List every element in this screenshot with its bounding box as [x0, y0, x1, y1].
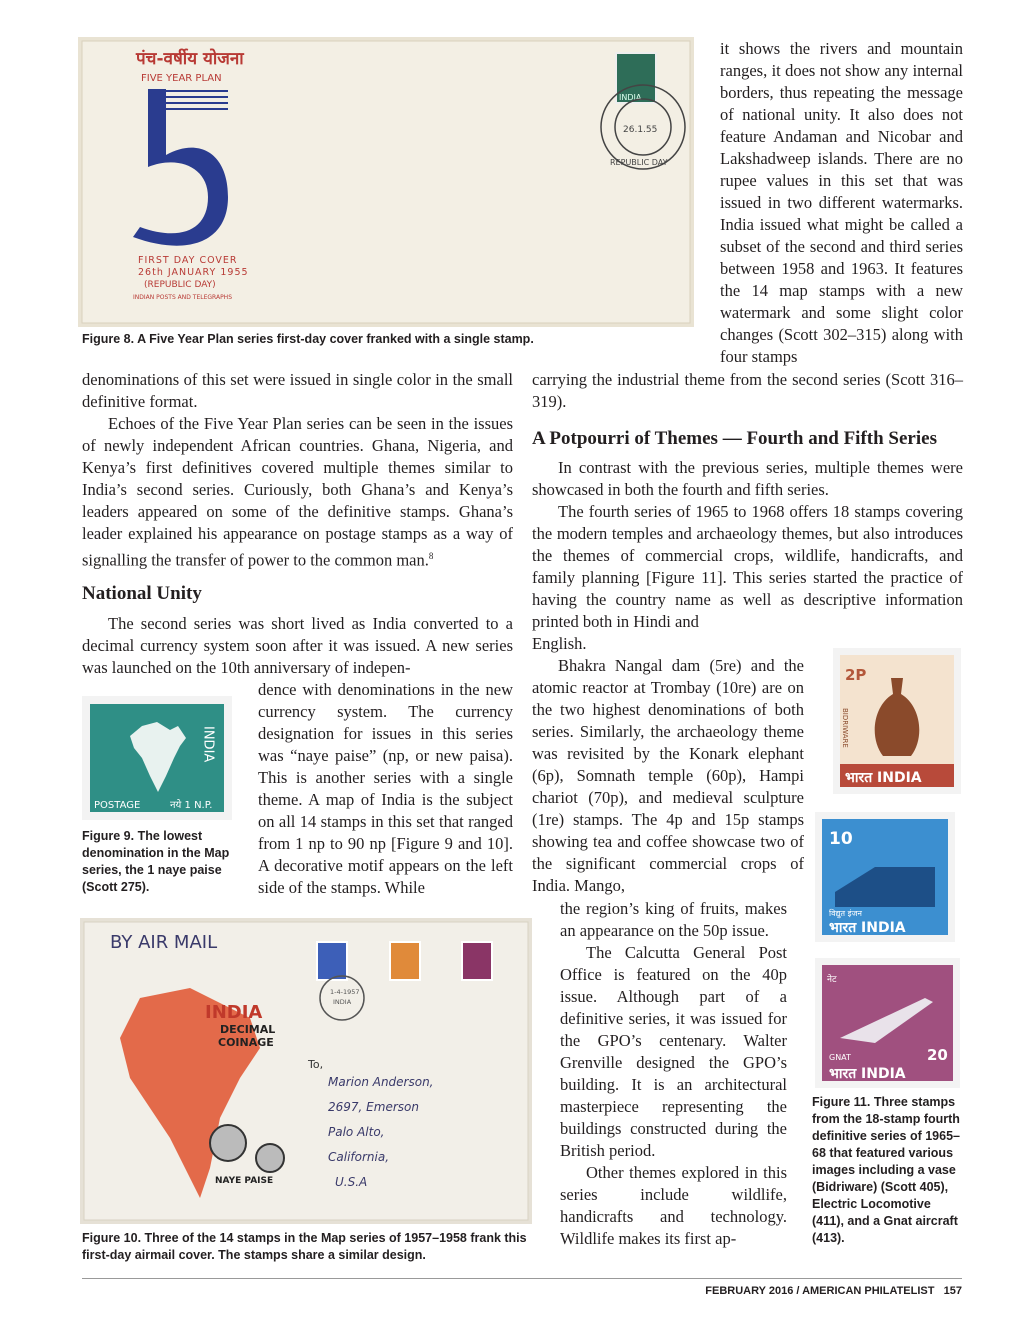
figure-9-image [82, 696, 232, 820]
left-column-text [82, 369, 513, 572]
pot-p1: In contrast with the previous series, multiple themes were showcased in both the fourth and fifth series. [532, 458, 963, 499]
fig10-india: INDIA [205, 1002, 263, 1023]
nu-p1-full: The second series was short lived as India converted to a decimal currency system soon after it was issued. A new series was launched on the 10th anniversary of indepen- [82, 614, 513, 677]
svg-text:REPUBLIC DAY: REPUBLIC DAY [610, 158, 668, 167]
fig10-addr5: U.S.A [335, 1175, 368, 1189]
pot-p5: Other themes explored in this series include wildlife, handicrafts and technology. Wildlife makes its first ap- [560, 1163, 787, 1248]
fig10-to: To, [308, 1058, 324, 1071]
figure-8-caption: Figure 8. A Five Year Plan series first-day cover franked with a single stamp. [82, 332, 534, 346]
fig10-airmail: BY AIR MAIL [110, 932, 218, 953]
national-unity-narrow [258, 679, 513, 899]
svg-text:INDIA: INDIA [619, 93, 642, 102]
fig11-s3-country: भारत INDIA [829, 1066, 906, 1082]
fig8-fdc-line2: 26th JANUARY 1955 [138, 267, 249, 278]
heading-national-unity: National Unity [82, 583, 202, 604]
fig10-decimal: DECIMAL [220, 1023, 276, 1036]
footer-text: FEBRUARY 2016 / AMERICAN PHILATELIST 157 [705, 1285, 962, 1297]
fig11-s3-value: 20 [927, 1046, 948, 1064]
pot-p2: The fourth series of 1965 to 1968 offers 18 stamps covering the modern temples and archaeology themes, but also introduces the themes of commercial crops, wildlife, handicrafts, and family planning [Figure 11]. This series started the practice of having the country name as well as descriptive information printed both in Hindi and [532, 502, 963, 631]
fig8-title: FIVE YEAR PLAN [141, 73, 222, 84]
fig8-fdc-line3: (REPUBLIC DAY) [144, 280, 216, 290]
fig10-addr3: Palo Alto, [328, 1125, 385, 1139]
figure-8-cover [78, 37, 694, 327]
fig11-s2-value: 10 [829, 829, 853, 849]
figure-10-cover [80, 918, 532, 1224]
fig11-s3-label: GNAT [829, 1053, 851, 1062]
fig10-addr4: California, [328, 1150, 390, 1164]
left-p1: denominations of this set were issued in single color in the small definitive format. [82, 370, 513, 411]
figure-8-image [78, 37, 694, 327]
fig10-stamp-purple [462, 942, 492, 980]
pot-p3-cont: the region’s king of fruits, makes an appearance on the 50p issue. [560, 899, 787, 940]
pot-p2-end: English. [532, 634, 587, 653]
pot-p4: The Calcutta General Post Office is featured on the 40p issue. Although part of a definitive series, it was issued for the GPO’s centenary. Walter Grenville designed the GPO’s building. It is an architectural masterpiece representing the buildings constructed during the British period. [560, 943, 787, 1160]
fig10-coin-1 [210, 1125, 246, 1161]
svg-text:INDIA: INDIA [333, 998, 352, 1006]
fig11-s1-side: BIDRIWARE [841, 708, 849, 748]
fig10-stamp-orange [390, 942, 420, 980]
fig11-s2-side: विद्युत इंजन [829, 909, 862, 918]
fig10-addr2: 2697, Emerson [328, 1100, 419, 1114]
fig11-s1-country: भारत INDIA [845, 770, 922, 786]
fig9-value: नये 1 N.P. [170, 800, 213, 811]
pot-p3: Bhakra Nangal dam (5re) and the atomic reactor at Trombay (10re) are on the two highest denominations of both series. Similarly, the archaeology theme was revisited by the Konark elephant (6p), Somnath temple (60p), Hampi chariot (70p), and medieval sculpture (1re) stamps. The 4p and 15p stamps showing tea and coffee showcase two of the significant commercial crops of India. Mango, [532, 656, 804, 895]
figure-9-stamp [82, 696, 232, 820]
fig8-fdc-line4: INDIAN POSTS AND TELEGRAPHS [133, 294, 233, 301]
nu-p1-narrow: dence with denominations in the new currency system. The currency designation for issues in this series was “naye paise” (np, or new paisa). This is another series with a single theme. A map of India is the subject on all 14 stamps in this set that ranged from 1 np to 90 np [Figure 9 and 10]. A decorative motif appears on the left side of the stamps. While [258, 680, 513, 897]
fig10-coin-2 [256, 1144, 284, 1172]
left-p2: Echoes of the Five Year Plan series can be seen in the issues of newly independent African countries. Ghana, Nigeria, and Kenya’s first definitives covered multiple themes similar to India’s second series. Curiously, both Ghana’s and Kenya’s leaders appeared on some of the definitive stamps. Ghana’s leader explained his appearance on postage stamps as a way of signalling the transfer of power to the common man.$^8$ [82, 414, 513, 570]
fig10-naye-paise: NAYE PAISE [215, 1176, 274, 1186]
heading-potpourri: A Potpourri of Themes — Fourth and Fifth Series [532, 428, 937, 449]
right-continue-text: carrying the industrial theme from the second series (Scott 316–319). [532, 370, 963, 411]
fig8-stamp [616, 53, 656, 103]
figure-10-caption: Figure 10. Three of the 14 stamps in the Map series of 1957–1958 frank this first-day airmail cover. The stamps share a similar design. [82, 1231, 527, 1262]
page-footer [82, 1278, 962, 1297]
figure-11-stamp-gnat [815, 958, 960, 1088]
fig11-s3-side: नेट [827, 975, 837, 985]
right-column-top-text: it shows the rivers and mountain ranges, it does not show any internal borders, thus repeating the message of national unity. It also does not feature Andaman and Nicobar and Lakshadweep islands. There are no rupee values in this set that was issued in two different watermarks. India issued what might be called a subset of the second and third series between 1958 and 1963. It features the 14 map stamps with a new watermark and some slight color changes (Scott 302–315) along with four stamps [720, 39, 963, 366]
right-column-top [720, 38, 963, 368]
potpourri-full [532, 457, 963, 633]
fig9-country: INDIA [200, 726, 216, 763]
right-column-continue [532, 369, 963, 413]
fig10-addr1: Marion Anderson, [328, 1075, 434, 1089]
fig8-hindi-title: पंच-वर्षीय योजना [136, 49, 244, 69]
figure-9-caption: Figure 9. The lowest denomination in the Map series, the 1 naye paise (Scott 275). [82, 829, 230, 894]
potpourri-narrow-2 [560, 898, 787, 1250]
fig11-s2-country: भारत INDIA [829, 920, 906, 936]
potpourri-narrow-1 [532, 633, 804, 897]
national-unity-full [82, 613, 513, 679]
figure-11-caption: Figure 11. Three stamps from the 18-stamp fourth definitive series of 1965–68 that featured various images including a vase (Bidriware) (Scott 405), Electric Locomotive (411), and a Gnat aircraft (413). [812, 1095, 960, 1245]
svg-text:26.1.55: 26.1.55 [623, 125, 658, 135]
figure-11-stamp-locomotive [815, 812, 955, 942]
figure-10-image [80, 918, 532, 1224]
fig11-s1-value: 2P [845, 666, 867, 684]
figure-11-stamp-vase [833, 648, 961, 794]
fig10-coinage: COINAGE [218, 1036, 274, 1049]
footnote-ref: 8 [428, 551, 434, 561]
fig8-fdc-line1: FIRST DAY COVER [138, 255, 238, 266]
fig9-postage: POSTAGE [94, 800, 141, 811]
svg-text:1-4-1957: 1-4-1957 [330, 988, 360, 996]
fig10-stamp-blue [317, 942, 347, 980]
